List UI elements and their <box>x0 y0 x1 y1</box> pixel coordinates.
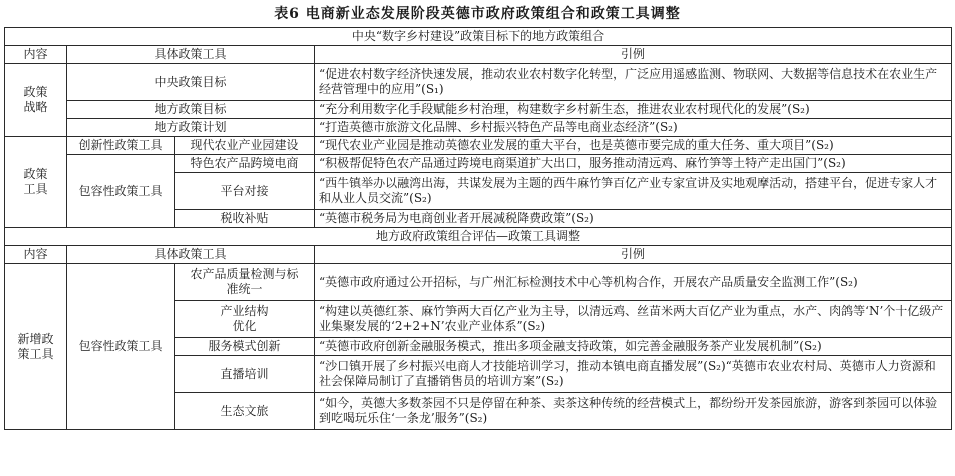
header-content: 内容 <box>5 246 67 264</box>
new-tools-group-label: 新增政策工具 <box>5 264 67 430</box>
quote-cell: “英德市政府创新金融服务模式，推出多项金融支持政策，如完善金融服务茶产业发展机制”(S₂) <box>315 338 952 356</box>
quote-cell: “积极帮促特色农产品通过跨境电商渠道扩大出口，服务推动清远鸡、麻竹笋等土特产走出国门”(S₂) <box>315 155 952 173</box>
quote-cell: “沙口镇开展了乡村振兴电商人才技能培训学习，推动本镇电商直播发展”(S₂)“英德市农业农村局、英德市人力资源和社会保障局制订了直播销售员的培训方案”(S₂) <box>315 356 952 393</box>
header-tool: 具体政策工具 <box>67 246 315 264</box>
inclusive-tools-label: 包容性政策工具 <box>67 264 175 430</box>
quote-cell: “英德市政府通过公开招标，与广州汇标检测技术中心等机构合作，开展农产品质量安全监测工作”(S₂) <box>315 264 952 301</box>
tool-cell: 服务模式创新 <box>175 338 315 356</box>
tool-cell: 平台对接 <box>175 173 315 210</box>
quote-cell: “西牛镇举办以融湾出海，共谋发展为主题的西牛麻竹笋百亿产业专家宣讲及实地观摩活动，搭建平台，促进专家人才和从业人员交流”(S₂) <box>315 173 952 210</box>
tool-cell: 农产品质量检测与标准统一 <box>175 264 315 301</box>
header-example: 引例 <box>315 46 952 64</box>
header-content: 内容 <box>5 46 67 64</box>
quote-cell: “打造英德市旅游文化品牌、乡村振兴特色产品等电商业态经济”(S₂) <box>315 119 952 137</box>
quote-cell: “促进农村数字经济快速发展，推动农业农村数字化转型，广泛应用遥感监测、物联网、大数据等信息技术在农业生产经营管理中的应用”(S₁) <box>315 64 952 101</box>
header-example: 引例 <box>315 246 952 264</box>
strategy-group-label: 政策战略 <box>5 64 67 137</box>
section1-title: 中央“数字乡村建设”政策目标下的地方政策组合 <box>5 28 952 46</box>
tool-cell: 地方政策计划 <box>67 119 315 137</box>
quote-cell: “充分利用数字化手段赋能乡村治理，构建数字乡村新生态，推进农业农村现代化的发展”(S₂) <box>315 101 952 119</box>
tool-cell: 地方政策目标 <box>67 101 315 119</box>
quote-cell: “构建以英德红茶、麻竹笋两大百亿产业为主导，以清远鸡、丝苗米两大百亿产业为重点，水产、肉鸽等‘N’个十亿级产业集聚发展的‘2+2+N’农业产业体系”(S₂) <box>315 301 952 338</box>
tool-cell: 特色农产品跨境电商 <box>175 155 315 173</box>
tool-cell: 产业结构优化 <box>175 301 315 338</box>
policy-table <box>4 27 952 430</box>
quote-cell: “英德市税务局为电商创业者开展减税降费政策”(S₂) <box>315 210 952 228</box>
table-caption: 表6 电商新业态发展阶段英德市政府政策组合和政策工具调整 <box>274 6 681 22</box>
tool-cell: 中央政策目标 <box>67 64 315 101</box>
tool-cell: 直播培训 <box>175 356 315 393</box>
quote-cell: “现代农业产业园是推动英德农业发展的重大平台，也是英德市要完成的重大任务、重大项目”(S₂) <box>315 137 952 155</box>
tools-group-label: 政策工具 <box>5 137 67 228</box>
tool-cell: 税收补贴 <box>175 210 315 228</box>
tool-cell: 生态文旅 <box>175 393 315 430</box>
innovative-tools-label: 创新性政策工具 <box>67 137 175 155</box>
inclusive-tools-label: 包容性政策工具 <box>67 155 175 228</box>
quote-cell: “如今，英德大多数茶园不只是停留在种茶、卖茶这种传统的经营模式上，都纷纷开发茶园旅游，游客到茶园可以体验到吃喝玩乐住‘一条龙’服务”(S₂) <box>315 393 952 430</box>
section2-title: 地方政府政策组合评估—政策工具调整 <box>5 228 952 246</box>
header-tool: 具体政策工具 <box>67 46 315 64</box>
tool-cell: 现代农业产业园建设 <box>175 137 315 155</box>
